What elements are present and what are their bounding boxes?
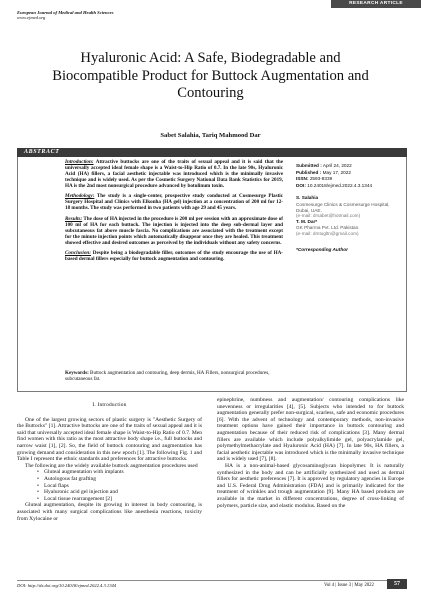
published-label: Published : bbox=[296, 169, 322, 175]
body-paragraph: The following are the widely available buttock augmentation procedures used bbox=[25, 462, 198, 469]
doi-link[interactable]: 10.24018/ejmed.2022.4.3.1344 bbox=[305, 182, 373, 188]
author1-email[interactable]: (e-mail: drsabet@hotmail.com) bbox=[296, 213, 361, 219]
author1-affiliation: Cosmesurge Clinics & Cosmesurge Hospital, Dubai, UAE. bbox=[296, 201, 390, 213]
journal-name: European Journal of Medical and Health Sciences bbox=[17, 10, 114, 15]
issn bbox=[296, 176, 396, 183]
abstract-conclusion-text: Despite being a biodegradable filler, outcomes of the study encourage the use of HA-based dermal fillers especially for buttock augmentation and contouring. bbox=[65, 250, 283, 263]
body-paragraph: HA is a non-animal-based glycosaminoglycan biopolymer. It is naturally synthesized in the body and can be artificially synthesized and used as dermal fillers for aesthetic preferences [7]. It is approved by regulatory agencies in Europe and U.S. Federal Drug Administration (FDA) and is primarily indicated for the treatment of wrinkles and trough augmentation [9]. Many HA based products are available in the market in different concentrations, degree of cross-linking of polymers, particle size, and elastic modulus. Based on the bbox=[217, 462, 404, 509]
abstract-methodology bbox=[65, 194, 283, 212]
keywords bbox=[65, 371, 283, 383]
section-heading-introduction: I. Introduction bbox=[92, 402, 127, 408]
author2-email[interactable]: (e-mail: dmtugltn@gmail.com) bbox=[296, 230, 359, 236]
abstract-conclusion-label: Conclusion: bbox=[65, 250, 91, 257]
journal-site: www.ejmed.org bbox=[17, 15, 46, 21]
body-left-column bbox=[17, 402, 202, 522]
author2-affiliation: GK Pharma Pvt. Ltd. Pakistan. bbox=[296, 225, 360, 231]
body-paragraph: Gluteal augmentation, despite its growing in interest in body contouring, is associated with many surgical complications like anesthesia reactions, toxicity from Xylocaine or bbox=[17, 502, 202, 522]
body-paragraph: epinephrine, numbness and augmentation/ contouring complications like unevenness or irregularities [4], [5]. Subjects who intended to for buttock augmentation generally prefer non-surgical, scarless, safe and economic procedures [6]. With the advent of technology and contemporary methods, non-invasive treatment options have gained their importance in buttock contouring and augmentation because of their reduced risk of complications [3]. Many dermal fillers are available which include polyalkylimide gel, polyacrylamide gel, polymethylmethacrylate and Hyaluronic Acid (HA) [7]. In late 90s, HA fillers, a facial aesthetic injectable was introduced which is the minimally invasive technique and is widely used [7], [8]. bbox=[217, 397, 404, 463]
abstract-methodology-label: Methodology: bbox=[65, 193, 95, 200]
abstract-introduction bbox=[65, 160, 283, 190]
list-item: • Local flaps bbox=[37, 483, 202, 490]
list-item: • Local tissue rearrangement [2] bbox=[37, 496, 202, 503]
abstract-header-bar bbox=[17, 148, 407, 157]
footer-volume: Vol 4 | Issue 3 | May 2022 bbox=[324, 583, 374, 588]
footer-doi[interactable]: DOI: http://dx.doi.org/10.24018/ejmed.2022.4.3.1344 bbox=[17, 583, 117, 588]
doi[interactable] bbox=[296, 183, 396, 190]
abstract-conclusion bbox=[65, 251, 283, 263]
doi-label: DOI: bbox=[296, 182, 306, 188]
keywords-text: Buttock augmentation and contouring, deep dermis, HA Fillers, nonsurgical procedures, subcutaneous fat. bbox=[65, 370, 270, 382]
author1-name: S. Salahia bbox=[296, 195, 319, 201]
abstract-text bbox=[65, 160, 283, 268]
abstract-introduction-text: Attractive buttocks are one of the traits of sexual appeal and it is said that the universally accepted ideal female shape is a Waist-to-Hip Ratio of 0.7. In the late 90s, Hyaluronic Acid (HA) fillers, a facial aesthetic injectable was introduced which is the minimally invasive technique and is widely used. As per the Cosmetic Surgery National Data Bank Statistics for 2019, HA is the 2nd most nonsurgical procedure advanced by botulinum toxin. bbox=[65, 159, 283, 189]
submitted-date bbox=[296, 163, 396, 170]
published-date bbox=[296, 170, 396, 177]
submitted-label: Submitted : bbox=[296, 163, 322, 168]
paper-title: Hyaluronic Acid: A Safe, Biodegradable and Biocompatible Product for Buttock Augmentation and Contouring bbox=[52, 50, 369, 101]
corresponding-author-note: *Corresponding Author bbox=[296, 246, 348, 252]
article-type-badge: RESEARCH ARTICLE bbox=[331, 0, 421, 8]
keywords-label: Keywords: bbox=[65, 370, 89, 376]
list-item: • Gluteal augmentation with implants bbox=[37, 469, 202, 476]
body-right-column bbox=[217, 397, 404, 509]
abstract-results-text: The dose of HA injected in the procedure is 200 ml per session with an approximate dose of 100 ml of HA for each buttock. The injection is injected into the deep sub-dermal layer and subcutaneous fat above muscle fascia. No complications are associated with the treatment except for the minute injection points which automatically disappear once they are healed. This treatment showed effective and desired outcomes as perceived by the individuals without any safety concerns. bbox=[65, 215, 283, 246]
abstract-methodology-text: The study is a single-center, prospective study conducted at Cosmesurge Plastic Surgery Hospital and Clinics with Elkonha (HA gel) injection at a concentration of 200 ml for 12-18 months. The study was performed in two patients with age 29 and 45 years. bbox=[65, 193, 283, 212]
abstract-label: ABSTRACT bbox=[24, 149, 60, 155]
list-item: • Autologous fat grafting bbox=[37, 476, 202, 483]
abstract-results-label: Results: bbox=[65, 215, 83, 222]
issn-value: 2593-8339 bbox=[308, 176, 333, 182]
author-line: Sabet Salahia, Tariq Mahmood Dar bbox=[160, 132, 261, 139]
journal-header bbox=[17, 10, 113, 21]
article-info-sidebar bbox=[296, 163, 396, 253]
abstract-introduction-label: Introduction: bbox=[65, 159, 94, 165]
body-paragraph: One of the largest growing sectors of plastic surgery is "Aesthetic Surgery of the Buttocks" [1]. Attractive buttocks are one of the traits of sexual appeal and it is said that universally accepted ideal female shape is Waist-to-Hip Ratio of 0.7. Men find women with this ratio as the most attractive body shape i.e., full buttocks and narrow waist [1], [2]. So, the field of buttock contouring and augmentation has growing demand and consideration in this new epoch [1]. The following Fig. 1 and Table I represent the ethnic standards and preferences for attractive buttocks. bbox=[17, 416, 202, 463]
published-value: May 17, 2022 bbox=[321, 169, 351, 175]
list-item: • Hyaluronic acid gel injection and bbox=[37, 489, 202, 496]
procedure-list bbox=[17, 469, 202, 502]
submitted-value: April 24, 2022 bbox=[321, 163, 352, 168]
abstract-results bbox=[65, 217, 283, 247]
page-number: 57 bbox=[387, 579, 407, 589]
author2-name: T. M. Dar* bbox=[296, 218, 318, 224]
issn-label: ISSN: bbox=[296, 176, 309, 182]
